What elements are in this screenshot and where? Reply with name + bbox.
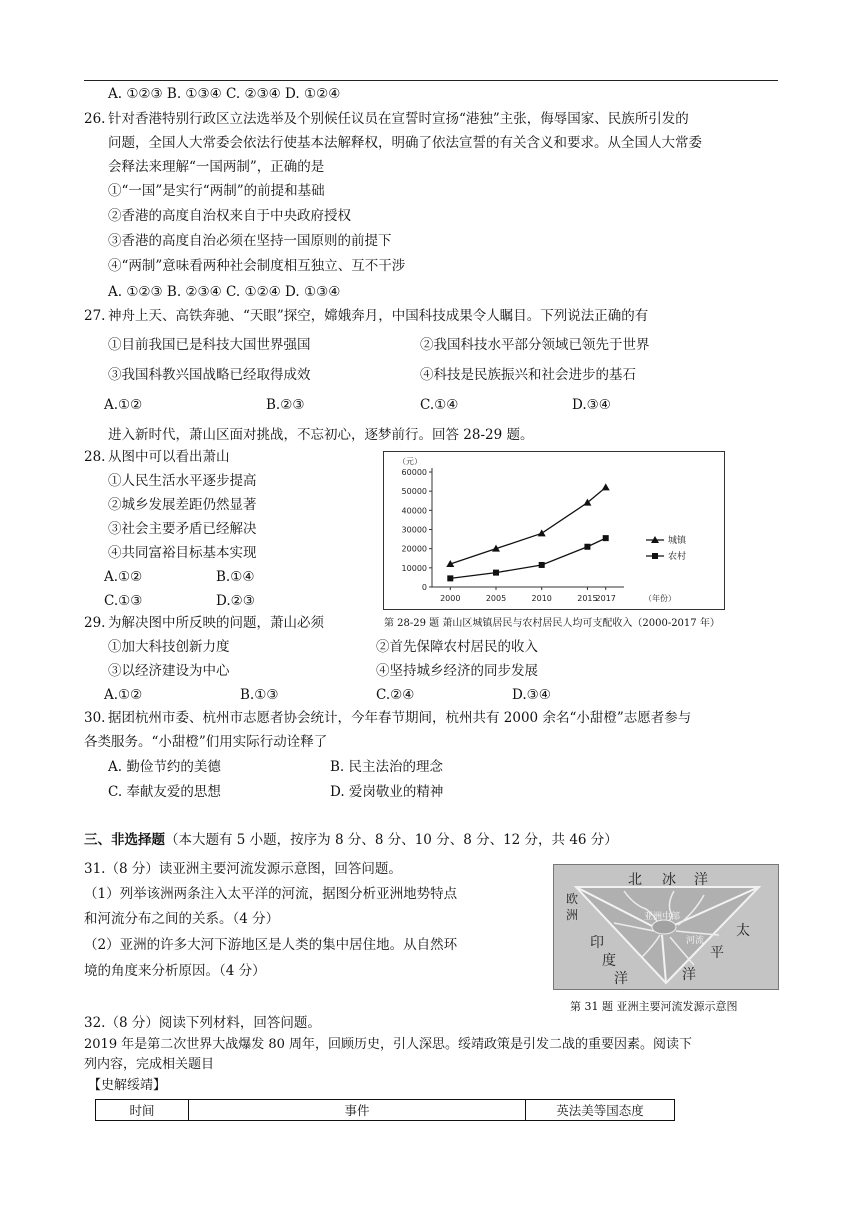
q28-number: 28. <box>84 449 106 465</box>
q26-line3: 会释法来理解“一国两制”，正确的是 <box>108 159 325 175</box>
map-label-river: 河流 <box>686 936 705 946</box>
chart-caption: 第 28-29 题 萧山区城镇居民与农村居民人均可支配收入（2000-2017 年） <box>384 618 720 629</box>
map-label-north: 北 <box>628 872 642 888</box>
q29-number: 29. <box>84 615 106 631</box>
q28-stem: 从图中可以看出萧山 <box>108 449 230 465</box>
q28-statement-3: ③社会主要矛盾已经解决 <box>108 521 257 537</box>
q29-option-c: C.②④ <box>376 687 415 703</box>
series-1-point-2 <box>539 562 545 568</box>
series-0-point-2 <box>538 529 546 536</box>
income-chart <box>383 451 725 610</box>
q27-statement-4: ④科技是民族振兴和社会进步的基石 <box>420 367 636 383</box>
q32-line2: 2019 年是第二次世界大战爆发 80 周年，回顾历史，引人深思。绥靖政策是引发二战的重要因素。阅读下 <box>84 1037 693 1052</box>
q29-statement-2: ②首先保障农村居民的收入 <box>376 639 538 655</box>
q26-statement-2: ②香港的高度自治权来自于中央政府授权 <box>108 208 351 224</box>
q28-option-d: D.②③ <box>216 593 255 609</box>
x-axis-label: （年份） <box>644 594 676 603</box>
q26-line2: 问题，全国人大常委会依法行使基本法解释权，明确了依法宣誓的有关含义和要求。从全国人大常委 <box>108 135 702 151</box>
q30-line2: 各类服务。“小甜橙”们用实际行动诠释了 <box>84 734 328 750</box>
series-0-point-4 <box>602 483 610 490</box>
series-line-0 <box>450 487 605 564</box>
y-tick-label-2: 20000 <box>401 544 427 554</box>
y-tick-label-0: 0 <box>421 583 427 592</box>
table-header-time: 时间 <box>96 1100 189 1121</box>
q26-statement-4: ④“两制”意味看两种社会制度相互独立、互不干涉 <box>108 258 406 274</box>
q31-part1a: （1）列举该洲两条注入太平洋的河流，据图分析亚洲地势特点 <box>84 886 458 902</box>
map-label-tai: 太 <box>736 923 750 939</box>
y-tick-label-3: 30000 <box>401 525 427 535</box>
q27-number: 27. <box>84 308 106 324</box>
q28-statement-1: ①人民生活水平逐步提高 <box>108 473 257 489</box>
section-3-heading <box>84 829 618 851</box>
q26-line1: 针对香港特别行政区立法选举及个别候任议员在宣誓时宣扬“港独”主张，侮辱国家、民族所引发的 <box>108 111 689 127</box>
q28-statement-2: ②城乡发展差距仍然显著 <box>108 497 257 513</box>
series-1-point-3 <box>584 544 590 550</box>
y-tick-label-5: 50000 <box>401 487 427 497</box>
y-tick-label-1: 10000 <box>401 563 427 573</box>
map-label-yang-indian: 洋 <box>614 971 628 987</box>
map-label-bing: 冰 <box>662 872 676 888</box>
q27-option-a: A.①② <box>104 397 143 413</box>
q25-options: A. ①②③ B. ①③④ C. ②③④ D. ①②④ <box>108 86 341 102</box>
income-chart-svg <box>384 452 724 609</box>
header-rule <box>84 80 778 81</box>
table-header-row <box>96 1100 675 1121</box>
q29-option-b: B.①③ <box>240 687 279 703</box>
x-tick-label-0: 2000 <box>440 594 461 603</box>
q29-option-a: A.①② <box>104 687 143 703</box>
q32-subtitle: 【史解绥靖】 <box>88 1078 167 1093</box>
appeasement-table <box>95 1099 675 1121</box>
map-caption: 第 31 题 亚洲主要河流发源示意图 <box>570 1000 738 1013</box>
map-label-du: 度 <box>602 953 616 969</box>
x-tick-label-3: 2015 <box>577 594 598 603</box>
q27-option-b: B.②③ <box>266 397 305 413</box>
legend-label-0: 城镇 <box>668 536 687 546</box>
q27-statement-1: ①目前我国已是科技大国世界强国 <box>108 337 311 353</box>
x-tick-label-2: 2010 <box>531 594 552 603</box>
y-tick-label-6: 60000 <box>401 468 427 477</box>
q27-statement-2: ②我国科技水平部分领域已领先于世界 <box>420 337 650 353</box>
asia-river-map <box>553 864 779 990</box>
section-3-desc: （本大题有 5 小题，按序为 8 分、8 分、10 分、8 分、12 分，共 46 分） <box>165 832 618 848</box>
q28-statement-4: ④共同富裕目标基本实现 <box>108 545 257 561</box>
q31-line1: 31.（8 分）读亚洲主要河流发源示意图，回答问题。 <box>84 861 402 877</box>
q29-statement-4: ④坚持城乡经济的同步发展 <box>376 663 538 679</box>
map-label-yang-pacific: 洋 <box>682 967 696 983</box>
q29-option-d: D.③④ <box>512 687 551 703</box>
map-label-center: 亚洲中部 <box>644 912 681 922</box>
intro-28-29: 进入新时代，萧山区面对挑战，不忘初心，逐梦前行。回答 28-29 题。 <box>108 427 534 443</box>
map-label-yin: 印 <box>590 935 604 951</box>
map-label-ou: 欧 <box>566 892 579 906</box>
y-axis-label: （元） <box>398 457 422 466</box>
q29-stem: 为解决图中所反映的问题，萧山必须 <box>108 615 324 631</box>
q26-number: 26. <box>84 111 106 127</box>
q27-statement-3: ③我国科教兴国战略已经取得成效 <box>108 367 311 383</box>
q30-option-b: B. 民主法治的理念 <box>330 759 444 775</box>
q30-option-d: D. 爱岗敬业的精神 <box>330 784 444 800</box>
q26-statement-1: ①“一国”是实行“两制”的前提和基础 <box>108 183 325 199</box>
series-1-point-4 <box>603 535 609 541</box>
legend-marker-1 <box>652 553 658 559</box>
map-label-zhou: 洲 <box>566 908 579 922</box>
q27-option-d: D.③④ <box>572 397 611 413</box>
q27-option-c: C.①④ <box>420 397 459 413</box>
q28-option-c: C.①③ <box>104 593 143 609</box>
q31-part2b: 境的角度来分析原因。（4 分） <box>84 963 266 979</box>
asia-river-map-svg <box>554 865 778 989</box>
q27-stem: 神舟上天、高铁奔驰、“天眼”探空，嫦娥奔月，中国科技成果令人瞩目。下列说法正确的有 <box>108 308 649 324</box>
q29-statement-1: ①加大科技创新力度 <box>108 639 230 655</box>
table-header-attitude: 英法美等国态度 <box>526 1100 675 1121</box>
q26-statement-3: ③香港的高度自治必须在坚持一国原则的前提下 <box>108 233 392 249</box>
series-1-point-0 <box>447 575 453 581</box>
x-tick-label-4: 2017 <box>595 594 616 603</box>
q28-option-b: B.①④ <box>216 569 255 585</box>
q29-statement-3: ③以经济建设为中心 <box>108 663 230 679</box>
series-line-1 <box>450 538 605 578</box>
table-header-event: 事件 <box>189 1100 526 1121</box>
q30-number: 30. <box>84 710 106 726</box>
q30-line1: 据团杭州市委、杭州市志愿者协会统计，今年春节期间，杭州共有 2000 余名“小甜橙”志愿者参与 <box>108 710 692 726</box>
q32-line1: 32.（8 分）阅读下列材料，回答问题。 <box>84 1015 321 1031</box>
section-3-title: 三、非选择题 <box>84 832 165 848</box>
q26-options: A. ①②③ B. ②③④ C. ①②④ D. ①③④ <box>108 284 341 300</box>
x-tick-label-1: 2005 <box>485 594 507 603</box>
q32-line3: 列内容，完成相关题目 <box>84 1057 215 1072</box>
map-label-ping: 平 <box>710 945 724 961</box>
q28-option-a: A.①② <box>104 569 143 585</box>
q30-option-c: C. 奉献友爱的思想 <box>108 784 221 800</box>
legend-label-1: 农村 <box>668 552 687 562</box>
map-label-yang-north: 洋 <box>694 872 708 888</box>
series-1-point-1 <box>493 570 499 576</box>
y-tick-label-4: 40000 <box>401 506 427 516</box>
q30-option-a: A. 勤俭节约的美德 <box>108 759 221 775</box>
q31-part2a: （2）亚洲的许多大河下游地区是人类的集中居住地。从自然环 <box>84 937 458 953</box>
q31-part1b: 和河流分布之间的关系。（4 分） <box>84 911 280 927</box>
